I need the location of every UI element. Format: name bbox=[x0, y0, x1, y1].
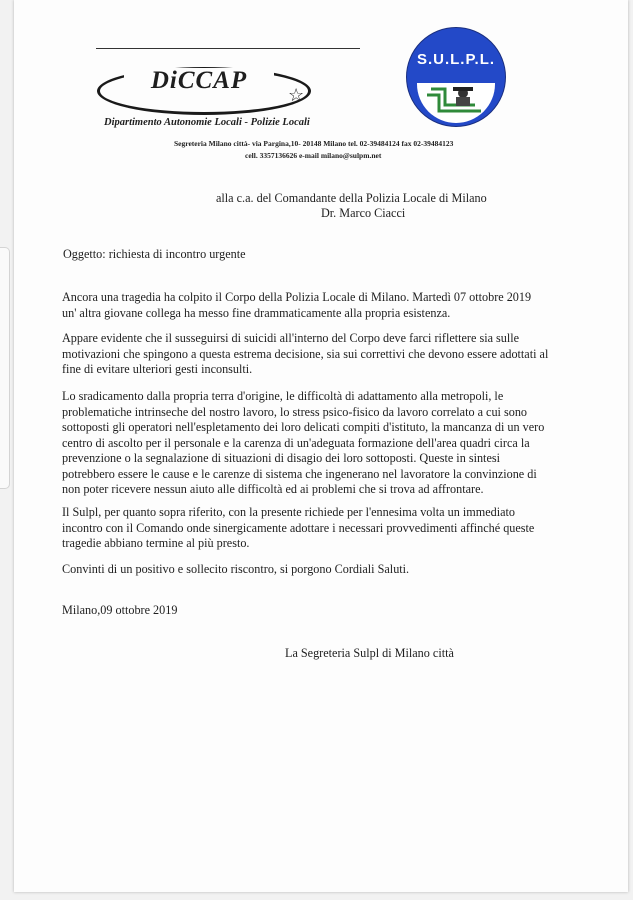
date-line: Milano,09 ottobre 2019 bbox=[62, 603, 178, 617]
paragraph-line: centro di ascolto per il personale e la carenza di un'adeguata formazione dell'area quadri circa la bbox=[62, 435, 530, 450]
paragraph-line: non poter ricevere nessun aiuto alle difficoltà ed ai problemi che si trova ad affrontare. bbox=[62, 482, 484, 496]
paragraph-line: Convinti di un positivo e sollecito riscontro, si porgono Cordiali Saluti. bbox=[62, 562, 410, 576]
star-icon: ☆ bbox=[288, 85, 305, 105]
paragraph-line: un' altra giovane collega ha messo fine drammaticamente alla propria esistenza. bbox=[62, 305, 451, 320]
paragraph-5 bbox=[62, 562, 572, 578]
paragraph-line: motivazioni che spingono a questa estrema decisione, sia sui correttivi che devono essere adottati al bbox=[62, 346, 549, 361]
officer-emblem-icon bbox=[417, 83, 495, 123]
paragraph-3 bbox=[62, 389, 572, 498]
diccap-logo-text: DiCCAP bbox=[124, 68, 274, 94]
side-handle[interactable] bbox=[0, 247, 10, 489]
contact-address: Segreteria Milano città- via Pargina,10- 20148 Milano tel. 02-39484124 fax 02-39484123 bbox=[174, 139, 454, 148]
department-name: Dipartimento Autonomie Locali - Polizie Locali bbox=[104, 117, 310, 128]
sulpl-badge-emblem bbox=[417, 83, 495, 123]
paragraph-line: prevenzione o la segnalazione di situazioni di disagio dei loro sottoposti. Queste in sintesi bbox=[62, 451, 500, 465]
paragraph-line: Lo sradicamento dalla propria terra d'origine, le difficoltà di adattamento alla metropoli, le bbox=[62, 389, 504, 403]
paragraph-line: sottoposti gli operatori nell'espletamento dei loro delicati compiti d'istituto, la mancanza di un vero bbox=[62, 420, 545, 434]
subject-line: Oggetto: richiesta di incontro urgente bbox=[63, 247, 246, 261]
paragraph-2 bbox=[62, 331, 572, 378]
paragraph-line: incontro con il Comando onde sinergicamente adottare i necessari provvedimenti affinché queste bbox=[62, 520, 535, 535]
paragraph-1 bbox=[62, 290, 572, 321]
paragraph-line: tragedie abbiano termine al più presto. bbox=[62, 536, 250, 550]
sulpl-badge-text: S.U.L.P.L. bbox=[416, 51, 496, 68]
paragraph-line: Ancora una tragedia ha colpito il Corpo della Polizia Locale di Milano. Martedì 07 ottobre 2019 bbox=[62, 290, 532, 304]
signature: La Segreteria Sulpl di Milano città bbox=[285, 646, 454, 660]
recipient-line: alla c.a. del Comandante della Polizia Locale di Milano bbox=[216, 191, 487, 205]
sulpl-badge bbox=[406, 27, 506, 127]
paragraph-line: Il Sulpl, per quanto sopra riferito, con la presente richiede per l'ennesima volta un immediato bbox=[62, 505, 515, 519]
contact-phone-email: cell. 3357136626 e-mail milano@sulpm.net bbox=[245, 151, 382, 160]
recipient-name: Dr. Marco Ciacci bbox=[321, 206, 406, 220]
paragraph-4 bbox=[62, 505, 572, 552]
paragraph-line: problematiche intrinseche del nostro lavoro, lo stress psico-fisico da lavoro correlato a cui sono bbox=[62, 404, 528, 419]
letter-page bbox=[14, 0, 628, 892]
paragraph-line: potrebbero essere le cause e le carenze di sistema che ingenerano nel lavoratore la convinzione di bbox=[62, 466, 537, 481]
header-rule bbox=[96, 48, 360, 49]
paragraph-line: fine di evitare ulteriori gesti inconsulti. bbox=[62, 362, 253, 376]
paragraph-line: Appare evidente che il susseguirsi di suicidi all'interno del Corpo deve farci riflettere sia sulle bbox=[62, 331, 520, 345]
